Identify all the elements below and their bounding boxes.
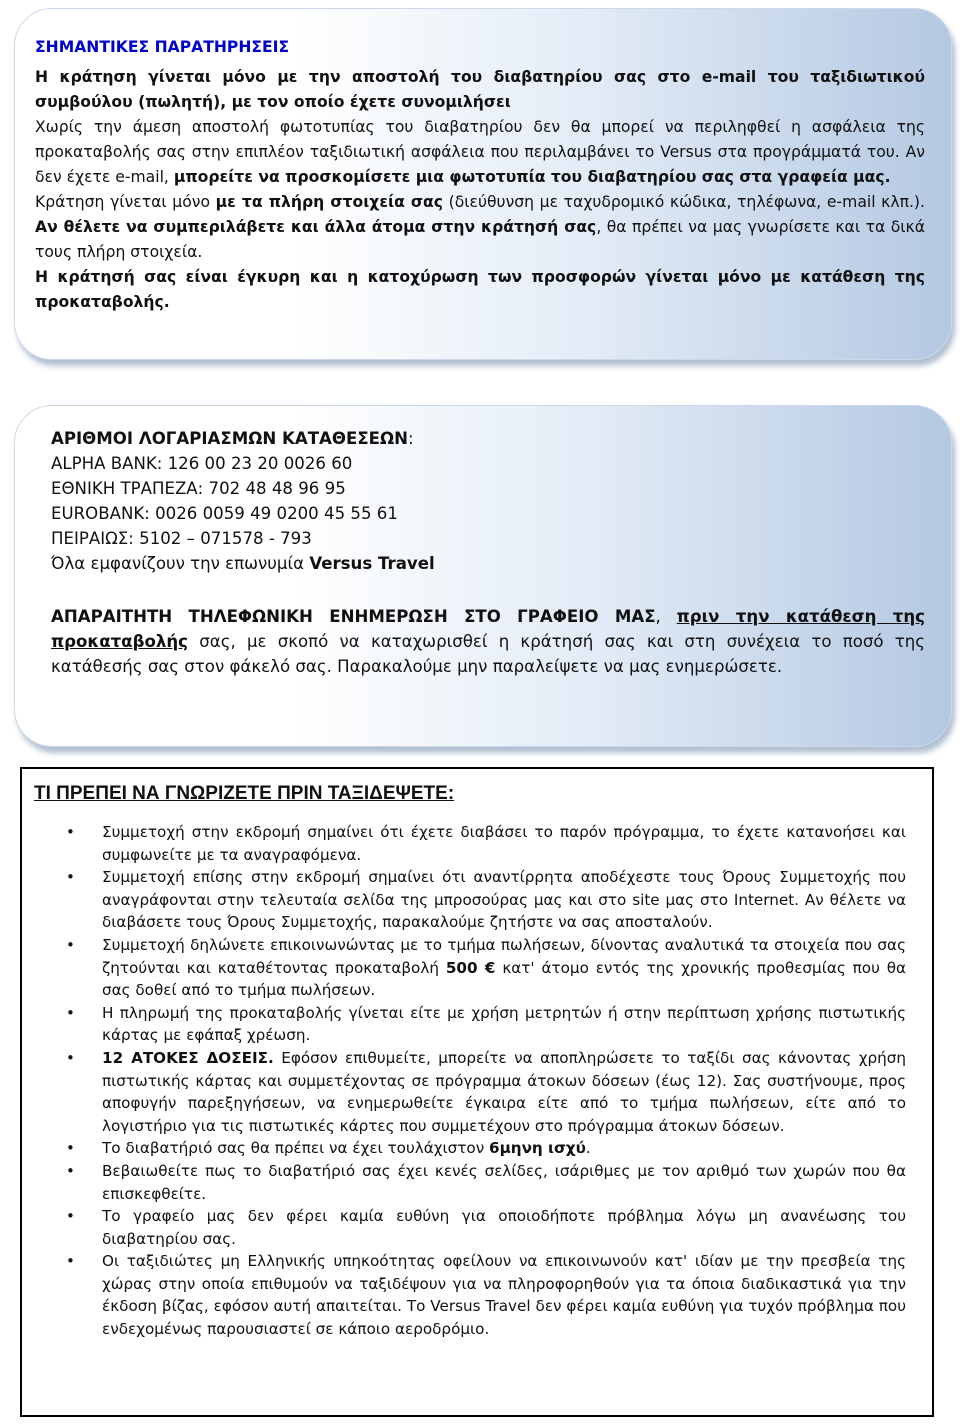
note-2-text: Χωρίς την άμεση αποστολή φωτοτυπίας του διαβατηρίου δεν θα μπορεί να περιληφθεί η ασφάλεια της προκαταβολής σας στην επιπλέον ταξιδιωτική ασφάλεια που περιλαμβάνει το Versus στα προγράμματά του. Αν δεν έχετε e-mail, (35, 118, 925, 186)
account-holder-name: Versus Travel (309, 554, 435, 573)
deposit-amount: 500 € (445, 958, 496, 977)
list-item-text: Εφόσον επιθυμείτε, μπορείτε να αποπληρώσετε το ταξίδι σας κάνοντας χρήση πιστωτικής κάρτας και συμμετέχοντας σε πρόγραμμα άτοκων δόσεων (έως 12). Σας συστήνουμε, προς αποφυγήν παρεξηγήσεων, να ενημερωθείτε έγκαιρα είτε από το τμήμα πωλήσεων, είτε από το λογιστήριο για τις πιστωτικές κάρτες που συμμετέχουν στο πρόγραμμα άτοκων δόσεων. (102, 1048, 907, 1135)
phone-notice-underline: πριν την κατάθεση της προκαταβολής (51, 607, 925, 651)
list-item-text: Το διαβατήριό σας θα πρέπει να έχει τουλάχιστον (102, 1139, 485, 1158)
list-item (50, 1137, 906, 1160)
list-item-text: Το γραφείο μας δεν φέρει καμία ευθύνη για οποιοδήποτε πρόβλημα λόγω μη ανανέωσης του διαβατηρίου σας. (102, 1207, 906, 1248)
list-item-text: Βεβαιωθείτε πως το διαβατήριό σας έχει κενές σελίδες, ισάριθμες με τον αριθμό των χωρών που θα επισκεφθείτε. (102, 1161, 906, 1203)
list-item (50, 821, 906, 866)
passport-validity: 6μηνη ισχύ (489, 1139, 586, 1158)
installments-bold: 12 ΑΤΟΚΕΣ ΔΟΣΕΙΣ. (102, 1048, 274, 1067)
note-2-bold: μπορείτε να προσκομίσετε μια φωτοτυπία του διαβατηρίου σας στα γραφεία μας. (173, 168, 891, 186)
account-line: ALPHA BANK: 126 00 23 20 0026 60 (51, 454, 353, 473)
list-item (50, 1047, 906, 1137)
list-item-text: Η πληρωμή της προκαταβολής γίνεται είτε με χρήση μετρητών ή στην περίπτωση χρήσης πιστωτικής κάρτας με εφάπαξ χρέωση. (102, 1003, 906, 1045)
list-item-period: . (585, 1139, 591, 1158)
note-paragraph-3 (35, 190, 925, 265)
accounts-title-colon: : (407, 429, 414, 448)
bullet-icon: • (66, 1252, 75, 1271)
note-3-text-a: Κράτηση γίνεται μόνο (35, 193, 211, 211)
phone-notice-rest: σας, με σκοπό να καταχωρισθεί η κράτησή σας και στη συνέχεια το ποσό της κατάθεσής σας στον φάκελό σας. Παρακαλούμε μην παραλείψετε να μας ενημερώσετε. (51, 632, 926, 676)
account-line: ΕΘΝΙΚΗ ΤΡΑΠΕΖΑ: 702 48 48 96 95 (51, 479, 346, 498)
important-notes-heading: ΣΗΜΑΝΤΙΚΕΣ ΠΑΡΑΤΗΡΗΣΕΙΣ (35, 38, 290, 56)
note-3-text-c: , θα πρέπει να μας γνωρίσετε και τα δικά τους πλήρη στοιχεία. (35, 218, 925, 261)
note-3-bold-b: Αν θέλετε να συμπεριλάβετε και άλλα άτομα στην κράτησή σας (35, 218, 597, 236)
list-item-text: Συμμετοχή δηλώνετε επικοινωνώντας με το τμήμα πωλήσεων, δίνοντας αναλυτικά τα στοιχεία που σας ζητούνται και καταθέτοντας προκαταβολή (102, 935, 906, 977)
account-holder-line (51, 551, 925, 576)
list-item (50, 866, 906, 934)
note-paragraph-1 (35, 65, 925, 115)
list-item (50, 1160, 906, 1205)
list-item-text-b: κατ' άτομο εντός της χρονικής προθεσμίας που θα σας δοθεί από το τμήμα πωλήσεων. (102, 958, 907, 1000)
list-item (50, 1205, 906, 1250)
bank-accounts-panel (14, 405, 952, 747)
phone-notice (51, 604, 925, 679)
phone-notice-comma: , (655, 607, 661, 626)
phone-notice-bold: ΑΠΑΡΑΙΤΗΤΗ ΤΗΛΕΦΩΝΙΚΗ ΕΝΗΜΕΡΩΣΗ ΣΤΟ ΓΡΑΦΕΙΟ ΜΑΣ (51, 607, 656, 626)
list-item-text: Συμμετοχή στην εκδρομή σημαίνει ότι έχετε διαβάσει το παρόν πρόγραμμα, το έχετε κατανοήσει και συμφωνείτε με τα αναγραφόμενα. (102, 823, 906, 864)
accounts-title: ΑΡΙΘΜΟΙ ΛΟΓΑΡΙΑΣΜΩΝ ΚΑΤΑΘΕΣΕΩΝ (51, 429, 408, 448)
account-holder-prefix: Όλα εμφανίζουν την επωνυμία (51, 554, 305, 573)
list-item (50, 934, 906, 1002)
travel-info-panel (20, 767, 934, 1417)
travel-info-list (50, 821, 906, 1341)
list-item-text: Οι ταξιδιώτες μη Ελληνικής υπηκοότητας οφείλουν να επικοινωνούν κατ' ιδίαν με την πρεσβεία της χώρας στην οποία επιθυμούν να ταξιδέψουν για να πληροφορηθούν για τα όποια διαδικαστικά για την έκδοση βίζας, εφόσον αυτή απαιτείται. Το Versus Travel δεν φέρει καμία ευθύνη για τυχόν πρόβλημα που ενδεχομένως παρουσιαστεί σε κάποιο αεροδρόμιο. (102, 1252, 906, 1339)
bullet-icon: • (66, 868, 75, 887)
note-paragraph-4 (35, 265, 925, 315)
accounts-heading (51, 426, 925, 451)
bullet-icon: • (66, 1161, 75, 1180)
note-3-text-b: (διεύθυνση με ταχυδρομικό κώδικα, τηλέφωνα, e-mail κλπ.). (448, 193, 925, 211)
bullet-icon: • (66, 823, 75, 841)
list-item (50, 1002, 906, 1047)
note-3-bold-a: με τα πλήρη στοιχεία σας (215, 193, 444, 211)
note-paragraph-2 (35, 115, 925, 190)
list-item-text: Συμμετοχή επίσης στην εκδρομή σημαίνει ότι αναντίρρητα αποδέχεστε τους Όρους Συμμετοχής που αναγράφονται στην τελευταία σελίδα της μπροσούρας μας και στο site μας στο Internet. Αν θέλετε να διαβάσετε τους Όρους Συμμετοχής, παρακαλούμε ζητήστε να σας αποσταλούν. (102, 868, 906, 932)
bullet-icon: • (66, 1048, 75, 1067)
account-line: EUROBANK: 0026 0059 49 0200 45 55 61 (51, 504, 398, 523)
travel-info-title: ΤΙ ΠΡΕΠΕΙ ΝΑ ΓΝΩΡΙΖΕΤΕ ΠΡΙΝ ΤΑΞΙΔΕΨΕΤΕ: (34, 783, 455, 804)
bullet-icon: • (66, 1139, 75, 1158)
account-line: ΠΕΙΡΑΙΩΣ: 5102 – 071578 - 793 (51, 529, 312, 548)
note-4-bold: Η κράτησή σας είναι έγκυρη και η κατοχύρωση των προσφορών γίνεται μόνο με κατάθεση της προκαταβολής. (35, 268, 925, 311)
bullet-icon: • (66, 1207, 75, 1226)
note-1-text: Η κράτηση γίνεται μόνο με την αποστολή του διαβατηρίου σας στο e-mail του ταξιδιωτικού συμβούλου (πωλητή), με τον οποίο έχετε συνομιλήσει (35, 68, 925, 111)
list-item (50, 1250, 906, 1340)
important-notes-panel (14, 8, 952, 360)
bullet-icon: • (66, 1003, 75, 1022)
bullet-icon: • (66, 935, 75, 954)
